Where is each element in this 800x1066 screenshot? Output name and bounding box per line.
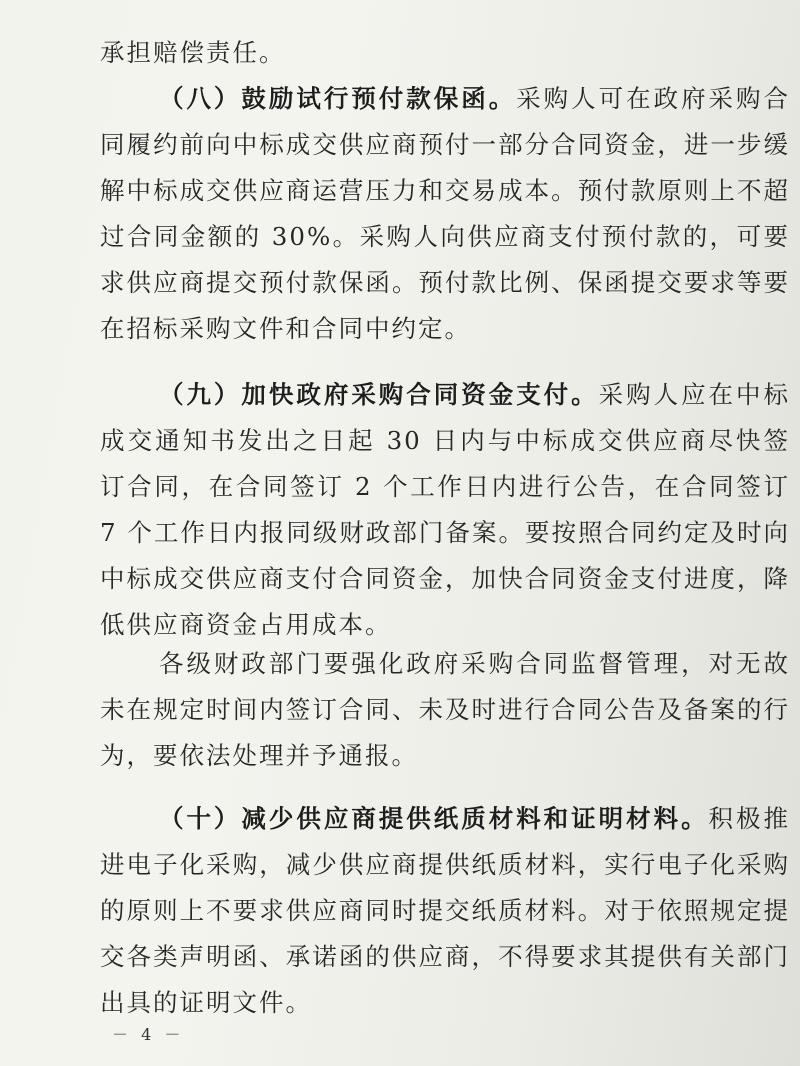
paragraph-supervision	[100, 641, 790, 779]
supervision-text: 各级财政部门要强化政府采购合同监督管理，对无故未在规定时间内签订合同、未及时进行合同公告及备案的行为，要依法处理并予通报。	[100, 649, 790, 770]
item-8-body: 采购人可在政府采购合同履约前向中标成交供应商预付一部分合同资金，进一步缓解中标成交供应商运营压力和交易成本。预付款原则上不超过合同金额的 30%。采购人向供应商支付预付款的，可要求供应商提交预付款保函。预付款比例、保函提交要求等要在招标采购文件和合同中约定。	[100, 84, 791, 343]
paragraph-item-9	[100, 372, 790, 648]
paragraph-item-10	[100, 796, 790, 1026]
item-9-heading: （九）加快政府采购合同资金支付。	[158, 380, 599, 409]
item-10-body: 积极推进电子化采购，减少供应商提供纸质材料，实行电子化采购的原则上不要求供应商同时提交纸质材料。对于依照规定提交各类声明函、承诺函的供应商，不得要求其提供有关部门出具的证明文件。	[100, 804, 791, 1017]
item-10-heading: （十）减少供应商提供纸质材料和证明材料。	[158, 804, 709, 833]
item-8-heading: （八）鼓励试行预付款保函。	[158, 84, 517, 113]
paragraph-item-8	[100, 76, 790, 352]
paragraph-continuation	[100, 30, 790, 76]
item-9-body: 采购人应在中标成交通知书发出之日起 30 日内与中标成交供应商尽快签订合同，在合同签订 2 个工作日内进行公告，在合同签订 7 个工作日内报同级财政部门备案。要按照合同约定及时向中标成交供应商支付合同资金，加快合同资金支付进度，降低供应商资金占用成本。	[100, 380, 791, 639]
paragraph-text: 承担赔偿责任。	[100, 38, 286, 67]
page-number: － 4 －	[112, 1025, 185, 1044]
